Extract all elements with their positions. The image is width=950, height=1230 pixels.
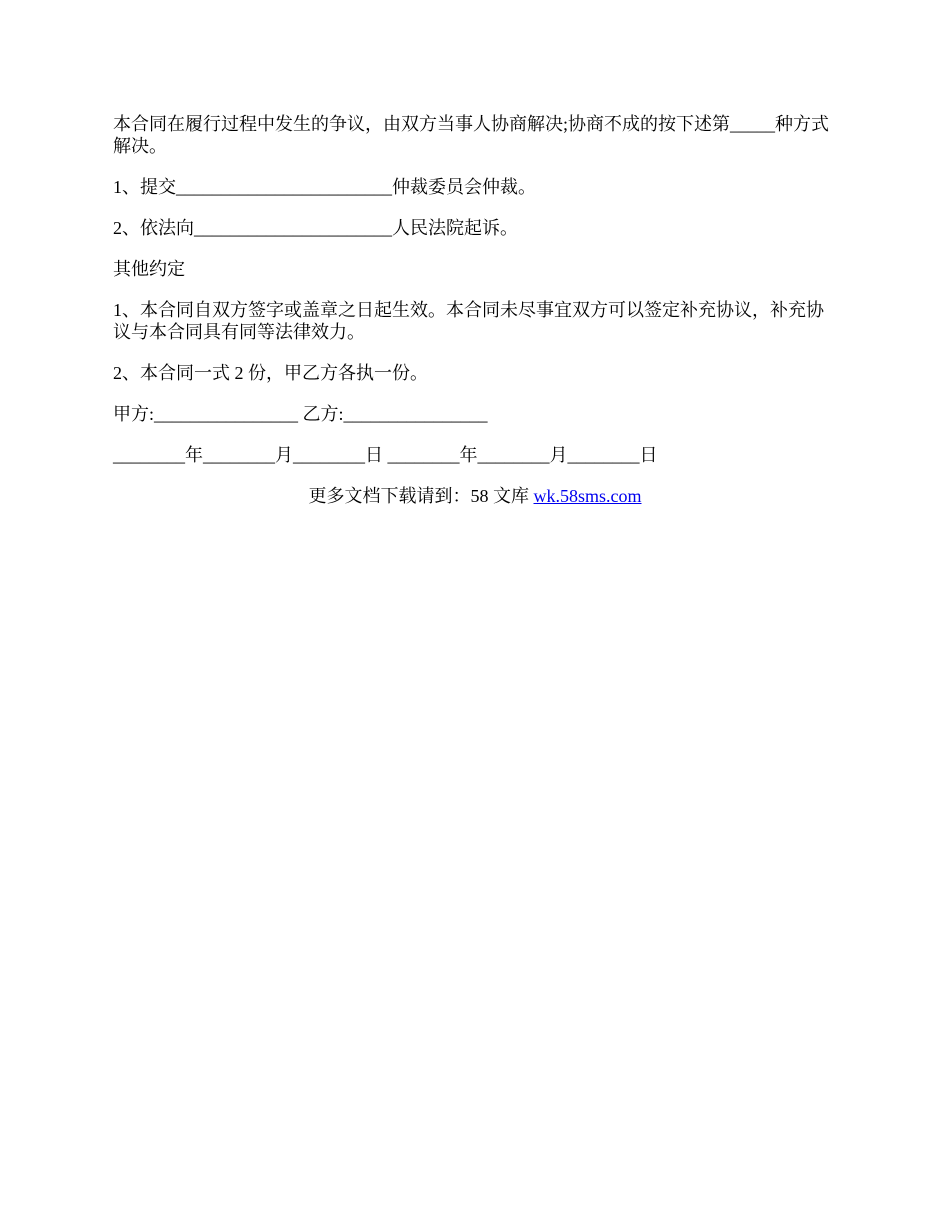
footer-download-note — [0, 485, 950, 507]
arbitration-option: 1、提交________________________仲裁委员会仲裁。 — [113, 177, 536, 197]
dispute-resolution-paragraph: 本合同在履行过程中发生的争议，由双方当事人协商解决;协商不成的按下述第_____种方式解决。 — [113, 114, 829, 156]
date-line: ________年________月________日 ________年________月________日 — [113, 445, 658, 465]
footer-link[interactable]: wk.58sms.com — [533, 486, 642, 506]
litigation-option: 2、依法向______________________人民法院起诉。 — [113, 218, 518, 238]
copies-clause: 2、本合同一式 2 份，甲乙方各执一份。 — [113, 363, 428, 383]
footer-text: 更多文档下载请到：58 文库 — [308, 486, 534, 506]
other-agreements-heading: 其他约定 — [113, 259, 185, 279]
signature-line: 甲方:________________ 乙方:________________ — [113, 404, 488, 424]
effectiveness-clause: 1、本合同自双方签字或盖章之日起生效。本合同未尽事宜双方可以签定补充协议，补充协议与本合同具有同等法律效力。 — [113, 300, 824, 342]
